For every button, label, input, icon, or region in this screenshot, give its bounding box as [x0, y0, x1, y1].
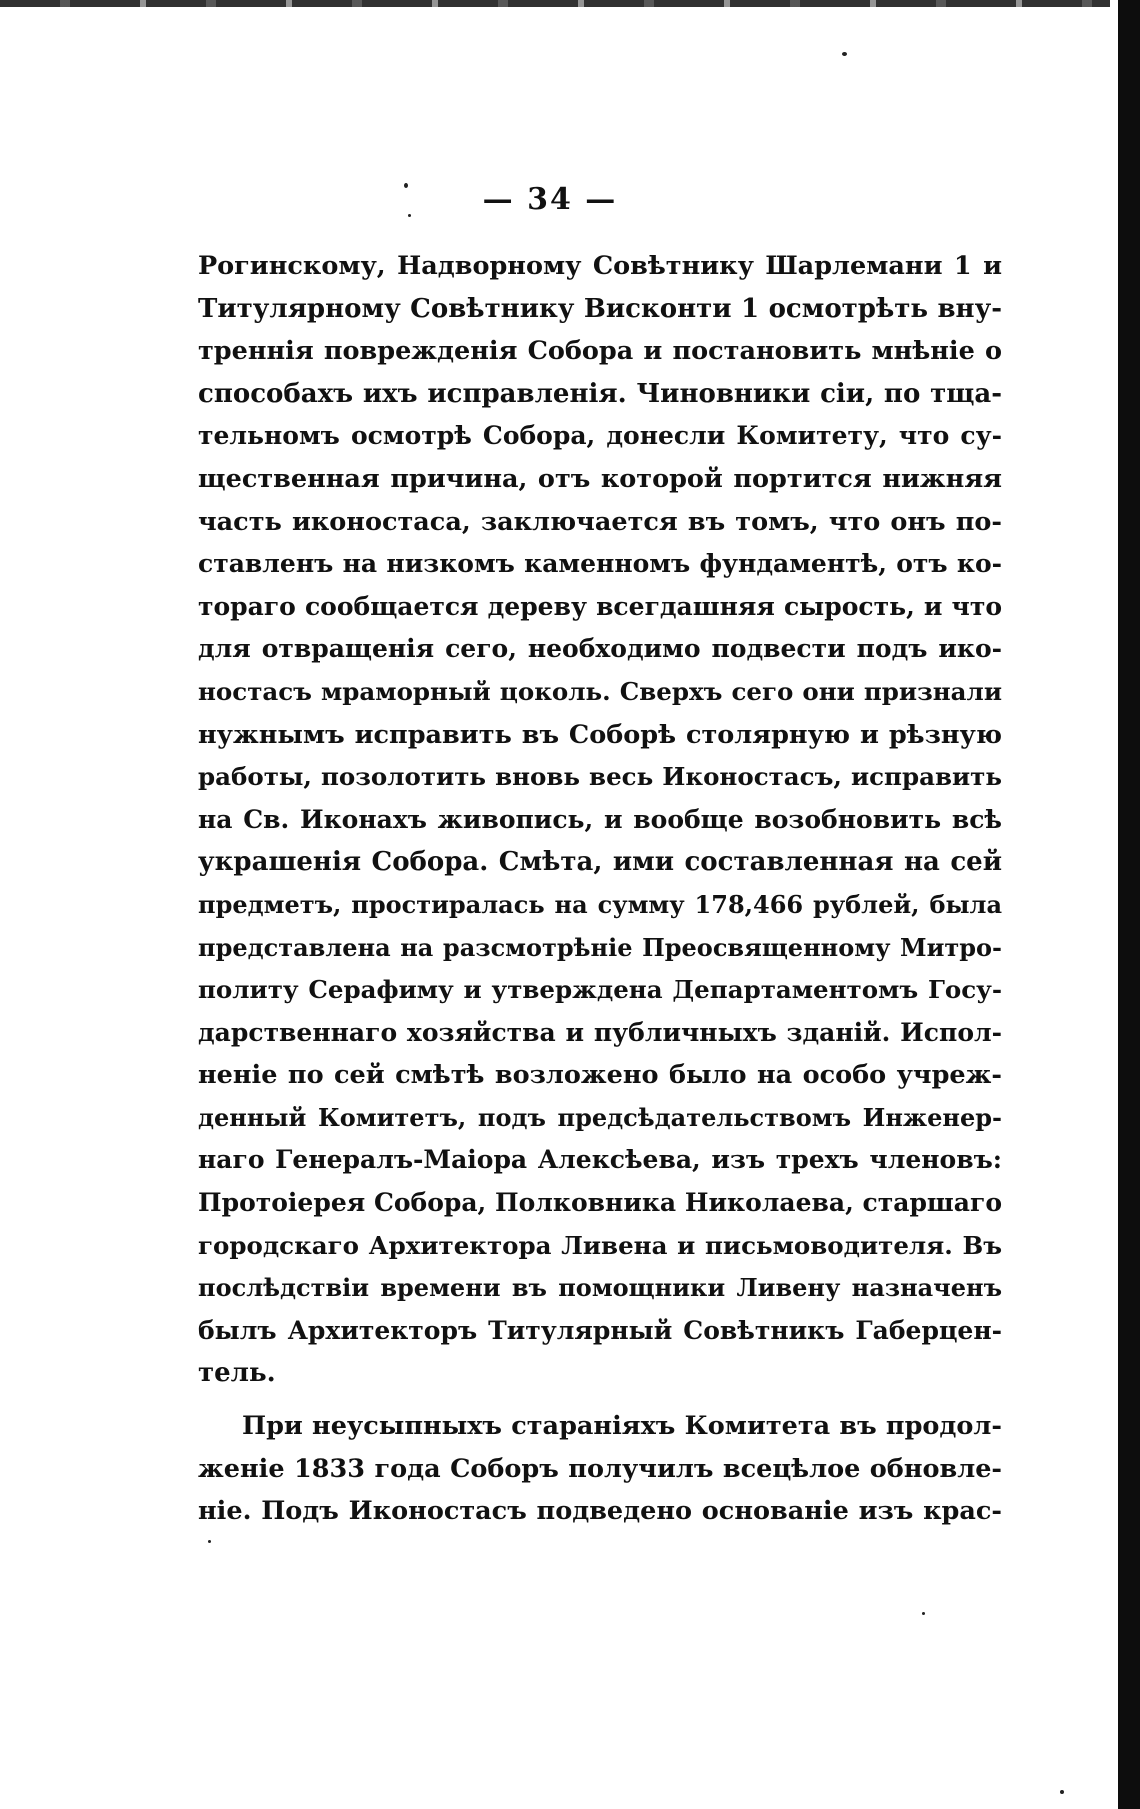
- text-line: часть иконостаса, заключается въ томъ, что онъ по-: [198, 506, 1002, 537]
- text-line: на Св. Иконахъ живопись, и вообще возобновить всѣ: [198, 804, 1002, 834]
- text-line: треннія поврежденія Собора и постановить мнѣніе о: [198, 336, 1002, 367]
- body-text: [198, 245, 1002, 1533]
- text-line: дарственнаго хозяйства и публичныхъ зданій. Испол-: [198, 1017, 1002, 1047]
- scan-speck: [208, 1540, 211, 1543]
- text-line: неніе по сей смѣтѣ возложено было на особо учреж-: [198, 1060, 1002, 1091]
- text-line: тельномъ осмотрѣ Собора, донесли Комитету, что су-: [198, 421, 1002, 451]
- paragraph-2: [198, 1405, 1002, 1533]
- text-line: Рогинскому, Надворному Совѣтнику Шарлемани 1 и: [198, 251, 1002, 281]
- text-line: Титулярному Совѣтнику Висконти 1 осмотрѣть вну-: [198, 293, 1002, 324]
- text-line: послѣдствіи времени въ помощники Ливену назначенъ: [198, 1273, 1002, 1303]
- text-line: представлена на разсмотрѣніе Преосвященному Митро-: [198, 932, 1002, 962]
- text-line: былъ Архитекторъ Титулярный Совѣтникъ Габерцен-: [198, 1315, 1002, 1345]
- page-number: — 34 —: [482, 182, 618, 217]
- text-line: тель.: [198, 1358, 276, 1389]
- scan-top-edge: [0, 0, 1110, 7]
- text-line: При неусыпныхъ стараніяхъ Комитета въ продол-: [242, 1411, 1002, 1442]
- text-line: политу Серафиму и утверждена Департаментомъ Госу-: [198, 975, 1002, 1005]
- text-line: женіе 1833 года Соборъ получилъ всецѣлое обновле-: [198, 1453, 1002, 1484]
- paragraph-gap: [198, 1395, 1002, 1405]
- text-line: для отвращенія сего, необходимо подвести подъ ико-: [198, 634, 1002, 664]
- text-line: городскаго Архитектора Ливена и письмоводителя. Въ: [198, 1230, 1002, 1260]
- scan-speck: [842, 52, 847, 56]
- text-line: предметъ, простиралась на сумму 178,466 рублей, была: [198, 889, 1002, 919]
- text-line: ніе. Подъ Иконостасъ подведено основаніе изъ крас-: [198, 1496, 1002, 1527]
- scan-speck: [922, 1612, 925, 1615]
- text-line: украшенія Собора. Смѣта, ими составленная на сей: [198, 847, 1002, 878]
- paragraph-1: [198, 245, 1002, 1395]
- text-line: щественная причина, отъ которой портится нижняя: [198, 463, 1002, 494]
- scan-right-edge: [1118, 0, 1140, 1809]
- text-line: ставленъ на низкомъ каменномъ фундаментѣ, отъ ко-: [198, 549, 1002, 579]
- text-line: наго Генералъ-Маіора Алексѣева, изъ трехъ членовъ:: [198, 1145, 1002, 1175]
- scan-speck: [1060, 1790, 1064, 1794]
- text-line: способахъ ихъ исправленія. Чиновники сіи, по тща-: [198, 378, 1002, 409]
- text-line: нужнымъ исправить въ Соборѣ столярную и рѣзную: [198, 719, 1002, 750]
- text-line: денный Комитетъ, подъ предсѣдательствомъ Инженер-: [198, 1102, 1002, 1132]
- text-line: Протоіерея Собора, Полковника Николаева, старшаго: [198, 1188, 1002, 1218]
- text-line: работы, позолотить вновь весь Иконостасъ, исправить: [198, 762, 1002, 792]
- text-line: ностасъ мраморный цоколь. Сверхъ сего они признали: [198, 676, 1002, 706]
- text-line: тораго сообщается дереву всегдашняя сырость, и что: [198, 591, 1002, 621]
